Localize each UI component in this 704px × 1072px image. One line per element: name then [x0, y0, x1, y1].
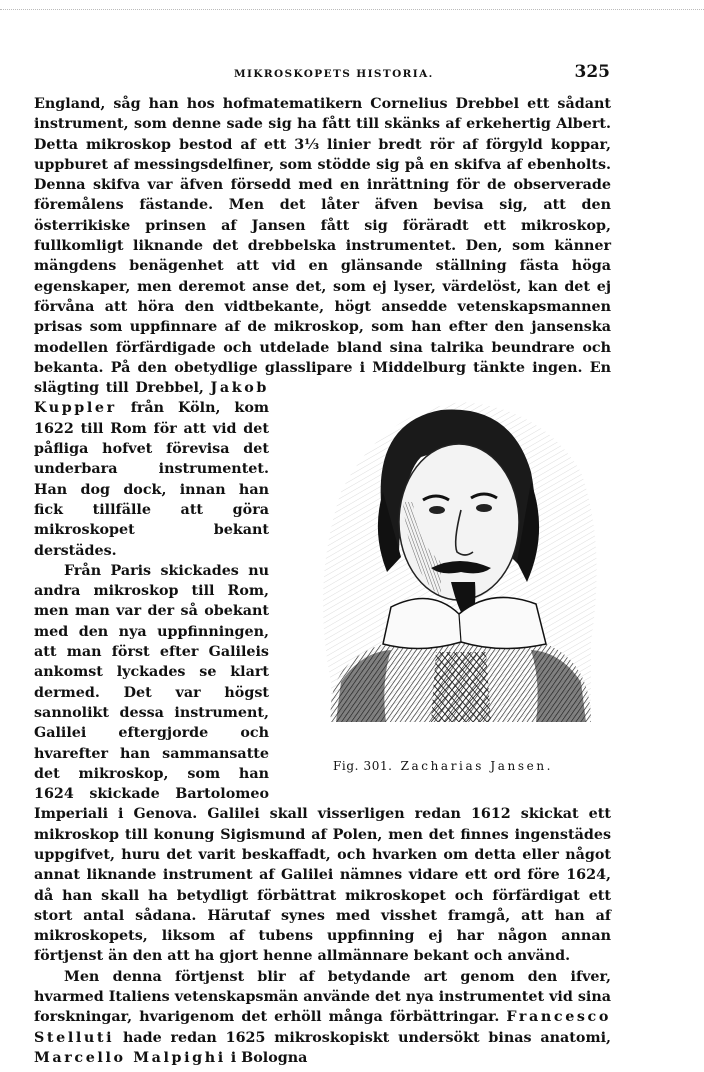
- paragraph-1-continued: från Köln, kom 1622 till Rom för att vid det påfliga hofvet förevisa det underbara instrumentet. Han dog dock, innan han fick tillfälle att göra mikroskopet bekant derstädes.: [34, 400, 269, 559]
- page-header: [34, 62, 610, 86]
- portrait-engraving: [291, 382, 607, 750]
- figure-caption-text: Zacharias Jansen.: [400, 759, 554, 774]
- paragraph-3-text-2: hade redan 1625 mikroskopiskt undersökt binas anatomi,: [122, 1029, 611, 1046]
- person-name-kuppler: Jakob Kuppler: [34, 380, 270, 417]
- person-name-malpighi: Marcello Malpighi: [34, 1049, 226, 1066]
- top-edge-rule: [0, 9, 704, 10]
- paragraph-3-text: Men denna förtjenst blir af betydande art genom den ifver, hvarmed Italiens vetenskapsmän använde det nya instrumentet vid sina forskningar, hvarigenom det erhöll många förbättringar.: [34, 968, 611, 1026]
- body-text: [34, 94, 611, 1068]
- paragraph-1-text: England, såg han hos hofmatematikern Cornelius Drebbel ett sådant instrument, som denne sade sig ha fått till skänks af erkehertig Albert. Detta mikroskop bestod af ett 3⅓ linier bredt rör af förgyld koppar, uppburet af messingsdelfiner, som stödde sig på en skifva af ebenholts. Denna skifva var äfven försedd med en inrättning för de observerade föremålens fästande. Men det låter äfven bevisa sig, att den österrikiske prinsen af Jansen fått sig föräradt ett mikroskop, fullkomligt liknande det drebbelska instrumentet. Den, som känner mängdens benägenhet att vid en glänsande ställning fästa höga egenskaper, men deremot anse det, som ej lyser, värdelöst, kan det ej förvåna att höra den vidtbekante, högt ansedde vetenskapsmannen prisas som uppfinnare af de mikroskop, som han efter den jansenska modellen förfärdigade och utdelade bland sina talrika beundrare och bekanta. På den obetydlige glasslipare i Middelburg tänkte ingen. En slägting till Drebbel,: [34, 96, 611, 397]
- page-number: 325: [574, 62, 610, 82]
- figure-caption: [333, 756, 553, 776]
- paragraph-3-text-3: i Bologna: [230, 1049, 308, 1066]
- figure-number: Fig. 301.: [333, 759, 393, 774]
- paragraph-2: Från Paris skickades nu andra mikroskop till Rom, men man var der så obekant med den nya uppfinningen, att man först efter Galileis ankomst lyckades se klart dermed. Det var högst sannolikt dessa instrument, Galilei eftergjorde och hvarefter han sammansatte det mikroskop, som han 1624 skickade Bartolomeo Imperiali i Genova. Galilei skall visserligen redan 1612 skickat ett mikroskop till konung Sigismund af Polen, men det finnes ingenstädes uppgifvet, huru det varit beskaffadt, och hvarken om detta eller något annat liknande instrument af Galilei nämnes vidare ett ord före 1624, då han skall ha betydligt förbättrat mikroskopet och förfärdigat ett stort antal sådana. Härutaf synes med visshet framgå, att han af mikroskopets, liksom af tubens uppfinning ej har någon annan förtjenst än den att ha gjort henne allmännare bekant och använd.: [34, 562, 611, 965]
- figure-portrait: [283, 382, 611, 782]
- person-name-stelluti: Francesco Stelluti: [34, 1009, 611, 1046]
- running-head: MIKROSKOPETS HISTORIA.: [234, 68, 434, 80]
- paragraph-3: [34, 967, 611, 1068]
